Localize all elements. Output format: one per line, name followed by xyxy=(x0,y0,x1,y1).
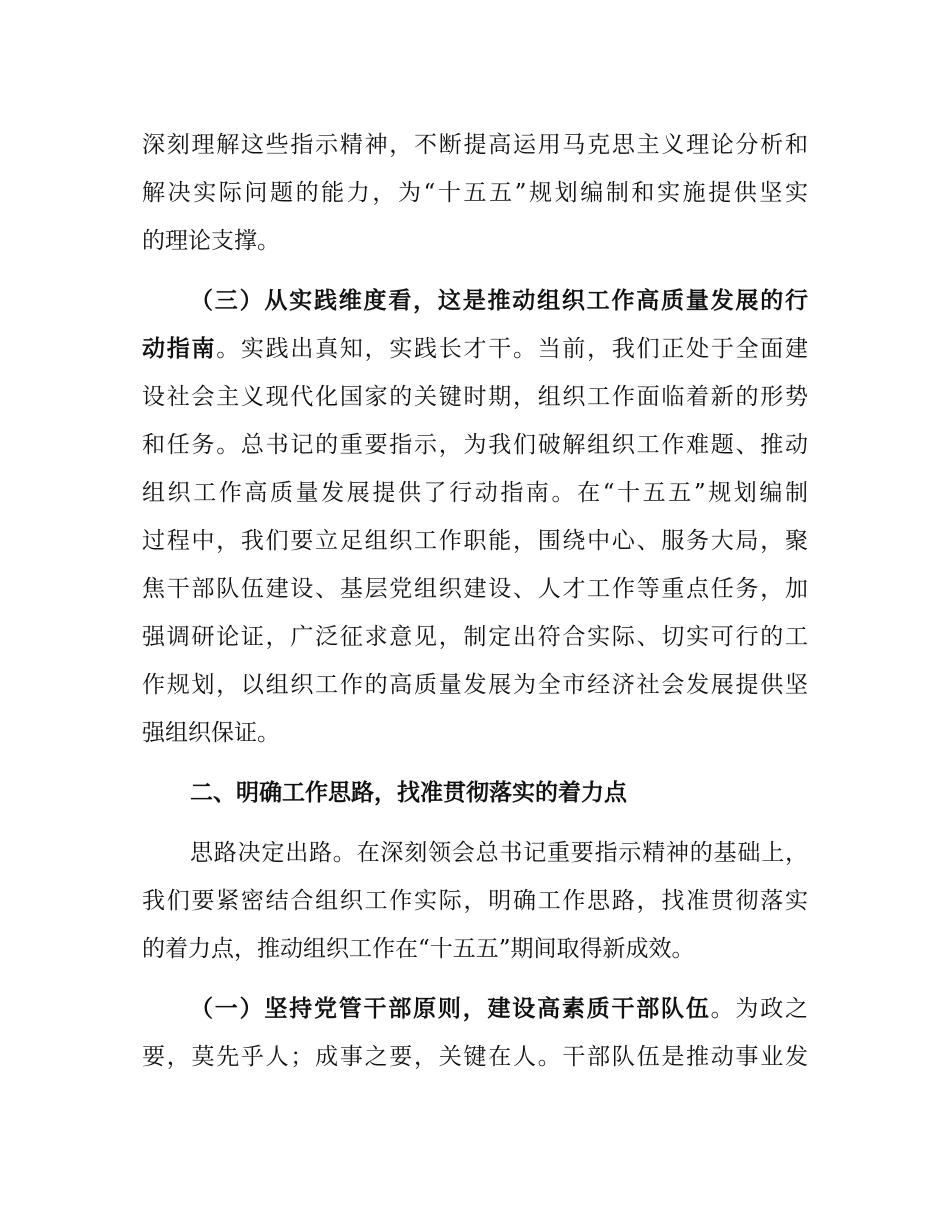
paragraph xyxy=(142,985,808,1081)
text-line: 组织工作高质量发展提供了行动指南。在“十五五”规划编制 xyxy=(142,480,808,506)
text-line: 要，莫先乎人；成事之要，关键在人。干部队伍是推动事业发 xyxy=(142,1044,808,1070)
paragraph xyxy=(142,829,808,973)
paragraph xyxy=(142,277,808,757)
text-line: 强调研论证，广泛征求意见，制定出符合实际、切实可行的工 xyxy=(142,624,808,650)
text-line: 作规划，以组织工作的高质量发展为全市经济社会发展提供坚 xyxy=(142,672,808,698)
text-line: 的着力点，推动组织工作在“十五五”期间取得新成效。 xyxy=(142,936,695,962)
paragraph xyxy=(142,769,808,817)
paragraph xyxy=(142,121,808,265)
text-line: 我们要紧密结合组织工作实际，明确工作思路，找准贯彻落实 xyxy=(142,888,808,914)
text-line: 焦干部队伍建设、基层党组织建设、人才工作等重点任务，加 xyxy=(142,576,808,602)
text-line: 和任务。总书记的重要指示，为我们破解组织工作难题、推动 xyxy=(142,432,808,458)
text-line: 动指南。实践出真知，实践长才干。当前，我们正处于全面建 xyxy=(142,336,808,362)
text-line: 强组织保证。 xyxy=(142,720,280,746)
text-line: 解决实际问题的能力，为“十五五”规划编制和实施提供坚实 xyxy=(142,180,808,206)
text-line: （一）坚持党管干部原则，建设高素质干部队伍。为政之 xyxy=(190,996,808,1022)
text-line xyxy=(142,277,808,325)
section-heading: （一）坚持党管干部原则，建设高素质干部队伍 xyxy=(190,996,711,1022)
document-page xyxy=(142,121,808,1081)
section-heading: （三）从实践维度看，这是推动组织工作高质量发展的行 xyxy=(190,288,808,314)
text-line: 过程中，我们要立足组织工作职能，围绕中心、服务大局，聚 xyxy=(142,528,808,554)
text-line xyxy=(142,769,808,817)
section-heading: 动指南 xyxy=(142,336,217,362)
text-line: 思路决定出路。在深刻领会总书记重要指示精神的基础上， xyxy=(190,840,808,866)
text-line: 的理论支撑。 xyxy=(142,228,280,254)
section-heading: 二、明确工作思路，找准贯彻落实的着力点 xyxy=(190,780,627,806)
text-line: 深刻理解这些指示精神，不断提高运用马克思主义理论分析和 xyxy=(142,132,808,158)
text-line: 设社会主义现代化国家的关键时期，组织工作面临着新的形势 xyxy=(142,384,808,410)
